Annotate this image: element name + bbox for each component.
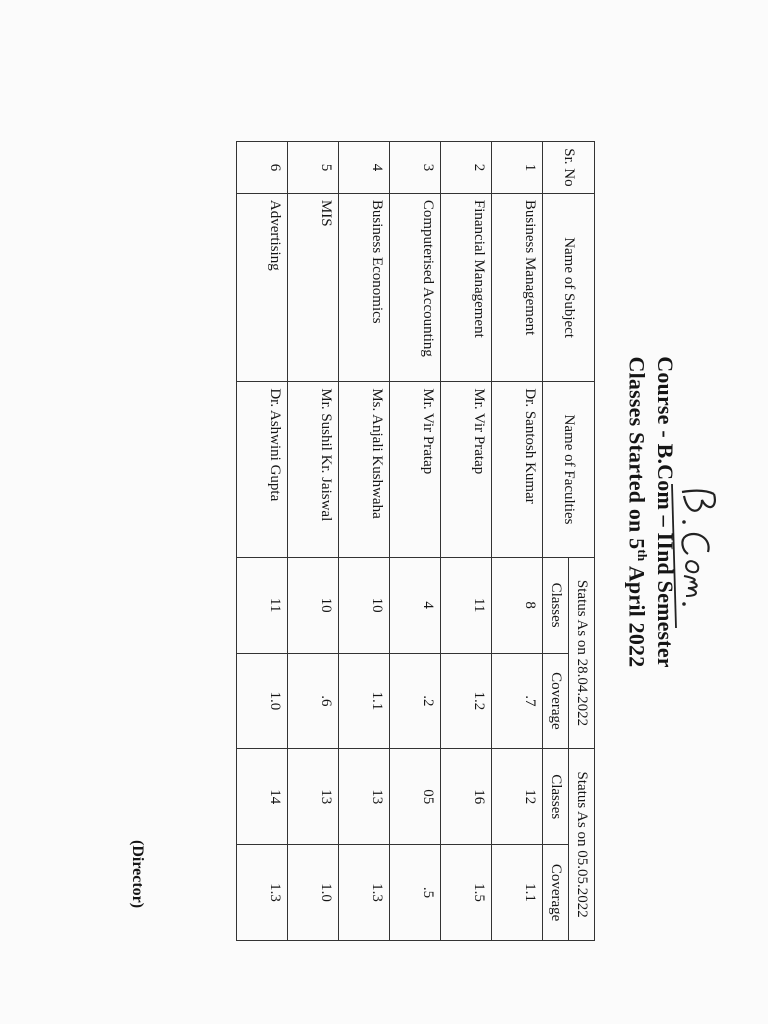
- cell-sr: 1: [492, 142, 543, 194]
- header-coverage-2: Coverage: [543, 845, 569, 941]
- cell-classes-1: 11: [237, 557, 288, 653]
- cell-classes-2: 13: [288, 749, 339, 845]
- status-table: [236, 141, 595, 941]
- cell-subject: Financial Management: [441, 193, 492, 381]
- cell-classes-1: 10: [339, 557, 390, 653]
- cell-faculty: Mr. Vir Pratap: [441, 382, 492, 557]
- cell-faculty: Mr. Sushil Kr. Jaiswal: [288, 382, 339, 557]
- document-title: Course - B.Com – IInd Semester: [653, 356, 678, 668]
- cell-coverage-2: 1.3: [237, 845, 288, 941]
- cell-classes-1: 4: [390, 557, 441, 653]
- cell-classes-1: 8: [492, 557, 543, 653]
- cell-subject: MIS: [288, 193, 339, 381]
- cell-coverage-1: .2: [390, 653, 441, 749]
- table-row: [288, 142, 339, 941]
- header-classes-2: Classes: [543, 749, 569, 845]
- cell-faculty: Ms. Anjali Kushwaha: [339, 382, 390, 557]
- header-faculty: Name of Faculties: [543, 382, 595, 557]
- cell-coverage-2: .5: [390, 845, 441, 941]
- cell-faculty: Dr. Ashwini Gupta: [237, 382, 288, 557]
- header-sr-no: Sr. No: [543, 142, 595, 194]
- cell-classes-2: 12: [492, 749, 543, 845]
- cell-faculty: Dr. Santosh Kumar: [492, 382, 543, 557]
- cell-coverage-2: 1.5: [441, 845, 492, 941]
- table-row: [237, 142, 288, 941]
- cell-subject: Business Economics: [339, 193, 390, 381]
- cell-sr: 2: [441, 142, 492, 194]
- cell-coverage-2: 1.1: [492, 845, 543, 941]
- cell-classes-1: 11: [441, 557, 492, 653]
- table-row: [441, 142, 492, 941]
- table-row: [339, 142, 390, 941]
- cell-sr: 3: [390, 142, 441, 194]
- header-status-1: Status As on 28.04.2022: [569, 557, 595, 749]
- header-coverage-1: Coverage: [543, 653, 569, 749]
- cell-coverage-1: .6: [288, 653, 339, 749]
- cell-coverage-2: 1.0: [288, 845, 339, 941]
- cell-classes-2: 05: [390, 749, 441, 845]
- document-subtitle: Classes Started on 5th April 2022: [624, 356, 650, 668]
- cell-subject: Advertising: [237, 193, 288, 381]
- cell-subject: Business Management: [492, 193, 543, 381]
- cell-classes-2: 14: [237, 749, 288, 845]
- cell-coverage-1: .7: [492, 653, 543, 749]
- header-classes-1: Classes: [543, 557, 569, 653]
- cell-faculty: Mr. Vir Pratap: [390, 382, 441, 557]
- cell-coverage-1: 1.0: [237, 653, 288, 749]
- header-subject: Name of Subject: [543, 193, 595, 381]
- cell-sr: 5: [288, 142, 339, 194]
- cell-coverage-2: 1.3: [339, 845, 390, 941]
- cell-classes-1: 10: [288, 557, 339, 653]
- cell-classes-2: 16: [441, 749, 492, 845]
- cell-subject: Computerised Accounting: [390, 193, 441, 381]
- cell-classes-2: 13: [339, 749, 390, 845]
- table-row: [390, 142, 441, 941]
- cell-coverage-1: 1.2: [441, 653, 492, 749]
- cell-sr: 6: [237, 142, 288, 194]
- table-row: [492, 142, 543, 941]
- cell-coverage-1: 1.1: [339, 653, 390, 749]
- cell-sr: 4: [339, 142, 390, 194]
- header-status-2: Status As on 05.05.2022: [569, 749, 595, 941]
- director-signature-label: (Director): [129, 840, 146, 909]
